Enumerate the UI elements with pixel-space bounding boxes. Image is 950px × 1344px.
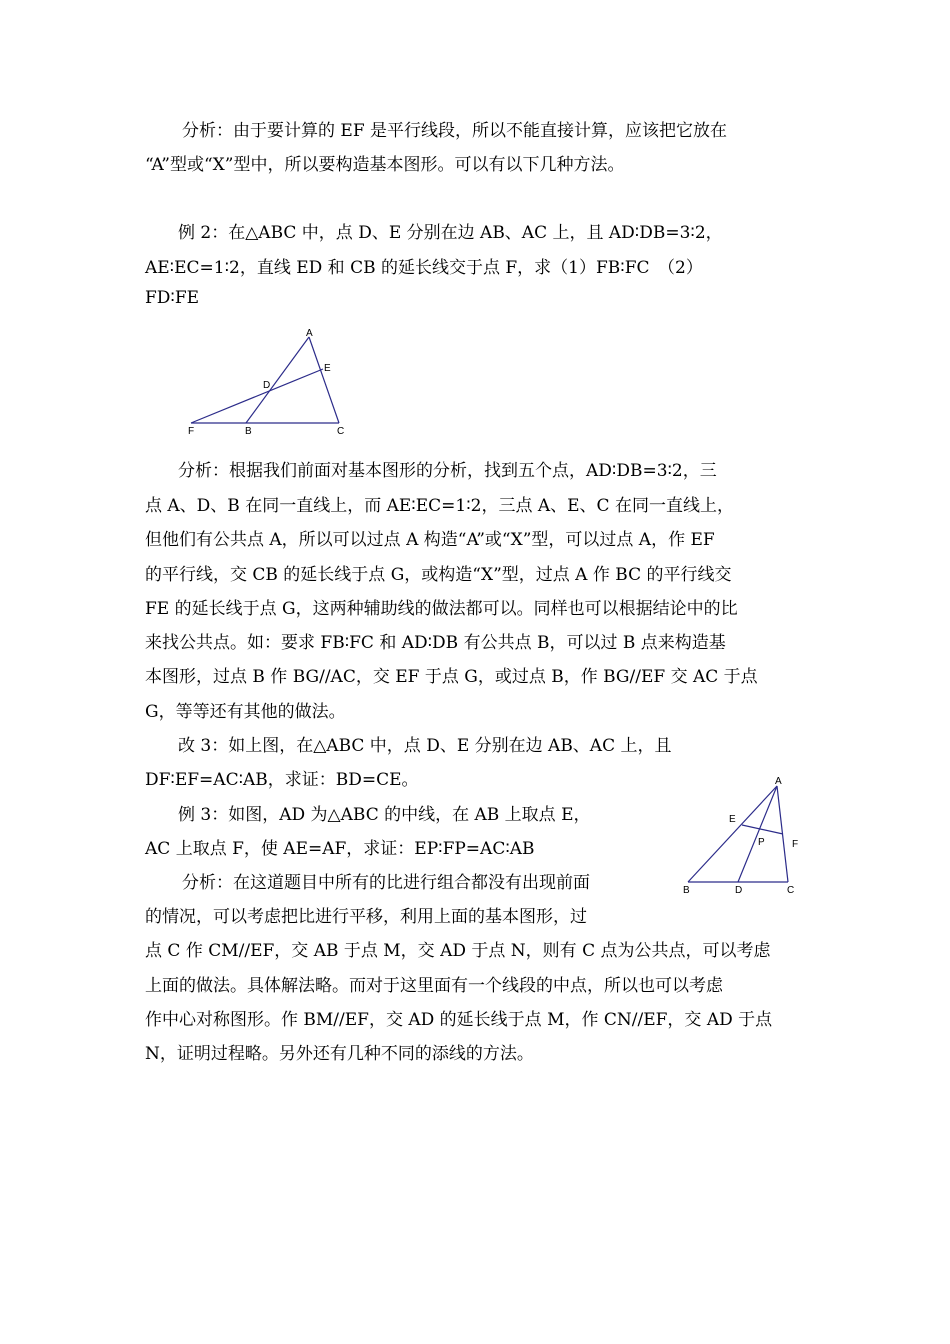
line-BA	[246, 337, 309, 423]
example2-line2: AE∶EC=1∶2，直线 ED 和 CB 的延长线交于点 F，求（1）FB∶FC （2）	[145, 258, 703, 278]
triangle-figure-2	[680, 772, 810, 897]
label-D: D	[263, 380, 271, 391]
label-F: F	[188, 426, 195, 437]
analysis3-line3: 点 C 作 CM//EF，交 AB 于点 M，交 AD 于点 N，则有 C 点为公共点，可以考虑	[145, 941, 771, 961]
label-E: E	[729, 814, 736, 825]
label-P: P	[758, 837, 765, 848]
line-BA	[688, 786, 777, 882]
label-C: C	[787, 885, 795, 896]
analysis2-line8: G，等等还有其他的做法。	[145, 702, 346, 722]
analysis2-line2: 点 A、D、B 在同一直线上，而 AE∶EC=1∶2，三点 A、E、C 在同一直线上，	[145, 496, 734, 516]
label-B: B	[245, 426, 252, 437]
analysis3-line2: 的情况，可以考虑把比进行平移，利用上面的基本图形，过	[145, 907, 587, 927]
analysis3-line6: N，证明过程略。另外还有几种不同的添线的方法。	[145, 1044, 534, 1064]
label-A: A	[775, 776, 782, 787]
analysis2-line4: 的平行线，交 CB 的延长线于点 G，或构造“X”型，过点 A 作 BC 的平行线交	[145, 565, 732, 585]
analysis3-line4: 上面的做法。具体解法略。而对于这里面有一个线段的中点，所以也可以考虑	[145, 976, 723, 996]
label-C: C	[337, 426, 345, 437]
example2-line1: 例 2：在△ABC 中，点 D、E 分别在边 AB、AC 上，且 AD∶DB=3∶2，	[178, 223, 723, 243]
analysis1-line1: 分析：由于要计算的 EF 是平行线段，所以不能直接计算，应该把它放在	[182, 121, 728, 141]
example3-line1: 例 3：如图，AD 为△ABC 的中线，在 AB 上取点 E，	[178, 805, 591, 825]
analysis2-line1: 分析：根据我们前面对基本图形的分析，找到五个点，AD∶DB=3∶2，三	[178, 461, 717, 481]
analysis2-line7: 本图形，过点 B 作 BG//AC，交 EF 于点 G，或过点 B，作 BG//EF 交 AC 于点	[145, 667, 758, 687]
label-D: D	[735, 885, 743, 896]
analysis3-line5: 作中心对称图形。作 BM//EF，交 AD 的延长线于点 M，作 CN//EF，交 AD 于点	[145, 1010, 773, 1030]
label-A: A	[306, 328, 313, 339]
variant3-line2: DF∶EF=AC∶AB，求证：BD=CE。	[145, 770, 419, 790]
example2-line3: FD∶FE	[145, 288, 200, 308]
analysis2-line3: 但他们有公共点 A，所以可以过点 A 构造“A”或“X”型，可以过点 A，作 EF	[145, 530, 715, 550]
line-FE	[191, 369, 323, 423]
analysis3-line1: 分析：在这道题目中所有的比进行组合都没有出现前面	[182, 873, 590, 893]
analysis1-line2: “A”型或“X”型中，所以要构造基本图形。可以有以下几种方法。	[145, 155, 625, 175]
label-F: F	[792, 839, 799, 850]
analysis2-line5: FE 的延长线于点 G，这两种辅助线的做法都可以。同样也可以根据结论中的比	[145, 599, 738, 619]
triangle-figure-1	[185, 325, 360, 440]
line-AC	[309, 337, 339, 423]
analysis2-line6: 来找公共点。如：要求 FB∶FC 和 AD∶DB 有公共点 B，可以过 B 点来构造基	[145, 633, 726, 653]
line-EF	[742, 825, 783, 834]
line-AD	[738, 786, 777, 882]
example3-line2: AC 上取点 F，使 AE=AF，求证：EP∶FP=AC∶AB	[145, 839, 535, 859]
label-E: E	[324, 363, 331, 374]
variant3-line1: 改 3：如上图，在△ABC 中，点 D、E 分别在边 AB、AC 上，且	[178, 736, 672, 756]
label-B: B	[683, 885, 690, 896]
